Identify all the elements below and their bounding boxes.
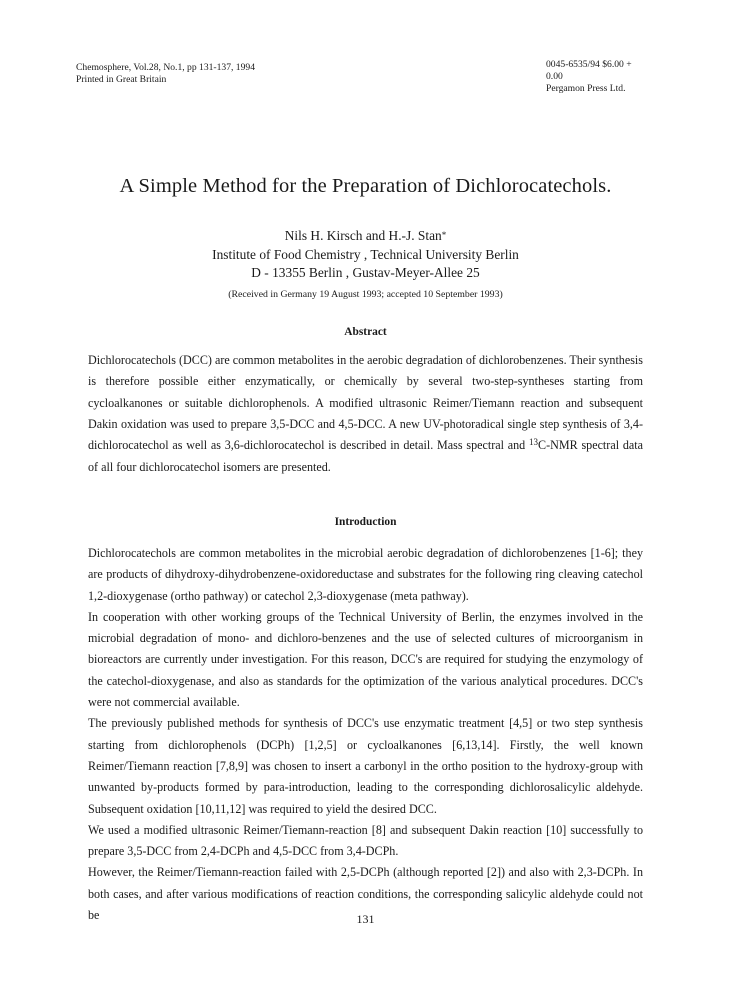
abstract-superscript: 13 [529, 437, 539, 448]
abstract-body [88, 350, 643, 479]
intro-paragraph: The previously published methods for synthesis of DCC's use enzymatic treatment [4,5] or two step synthesis starting from dichlorophenols (DCPh) [1,2,5] or cycloalkanones [6,13,14]. Firstly, the well known Reimer/Tiemann reaction [7,8,9] was chosen to insert a carbonyl in the ortho position to the hydroxy-group with unwanted by-products formed by para-introduction, leading to the corresponding dichlorosalicylic aldehyde. Subsequent oxidation [10,11,12] was required to yield the desired DCC. [88, 716, 643, 816]
printed-line: Printed in Great Britain [76, 74, 167, 85]
page-number: 131 [356, 912, 375, 926]
publisher-info [546, 59, 639, 95]
journal-citation [76, 62, 255, 86]
author-names-line [0, 227, 731, 246]
author-block [0, 227, 731, 282]
address: D - 13355 Berlin , Gustav-Meyer-Allee 25 [251, 265, 480, 280]
introduction-heading: Introduction [334, 516, 397, 528]
intro-paragraph: In cooperation with other working groups of the Technical University of Berlin, the enzymes involved in the microbial degradation of mono- and dichloro-benzenes and the use of selected cultures of microorganism in bioreactors are currently under investigation. For this reason, DCC's are required for studying the enzymology of the catechol-dioxygenase, and also as standards for the optimization of the various analytical procedures. DCC's were not commercial available. [88, 609, 643, 710]
intro-paragraph: Dichlorocatechols are common metabolites in the microbial aerobic degradation of dichlorobenzenes [1-6]; they are products of dihydroxy-dihydrobenzene-oxidoreductase and substrates for the following ring cleaving catechol 1,2-dioxygenase (ortho pathway) or catechol 2,3-dioxygenase (meta pathway). [88, 546, 643, 603]
received-dates: (Received in Germany 19 August 1993; accepted 10 September 1993) [228, 289, 503, 300]
publisher-line: Pergamon Press Ltd. [546, 83, 626, 94]
corresponding-author-marker: * [441, 230, 447, 240]
introduction-body [88, 543, 643, 926]
paper-title: A Simple Method for the Preparation of Dichlorocatechols. [119, 175, 612, 197]
journal-line: Chemosphere, Vol.28, No.1, pp 131-137, 1994 [76, 62, 255, 73]
institute: Institute of Food Chemistry , Technical University Berlin [212, 247, 519, 262]
abstract-heading: Abstract [344, 326, 387, 338]
code-line: 0045-6535/94 $6.00 + 0.00 [546, 59, 632, 82]
abstract-text-1: Dichlorocatechols (DCC) are common metabolites in the aerobic degradation of dichlorobenzenes. Their synthesis is therefore possible either enzymatically, or chemically by several two-step-syntheses starting from cycloalkanones or suitable dichlorophenols. A modified ultrasonic Reimer/Tiemann reaction and subsequent Dakin oxidation was used to prepare 3,5-DCC and 4,5-DCC. A new UV-photoradical single step synthesis of 3,4-dichlorocatechol as well as 3,6-dichlorocatechol is described in detail. Mass spectral and [88, 353, 643, 453]
intro-paragraph: We used a modified ultrasonic Reimer/Tiemann-reaction [8] and subsequent Dakin reaction [10] successfully to prepare 3,5-DCC from 2,4-DCPh and 4,5-DCC from 3,4-DCPh. [88, 822, 643, 859]
intro-paragraph: However, the Reimer/Tiemann-reaction failed with 2,5-DCPh (although reported [2]) and also with 2,3-DCPh. In both cases, and after various modifications of reaction conditions, the corresponding salicylic aldehyde could not be [88, 865, 643, 923]
abstract-text-2: C-NMR spectral data of all four dichlorocatechol isomers are presented. [88, 438, 643, 475]
author-names: Nils H. Kirsch and H.-J. Stan [284, 228, 442, 243]
